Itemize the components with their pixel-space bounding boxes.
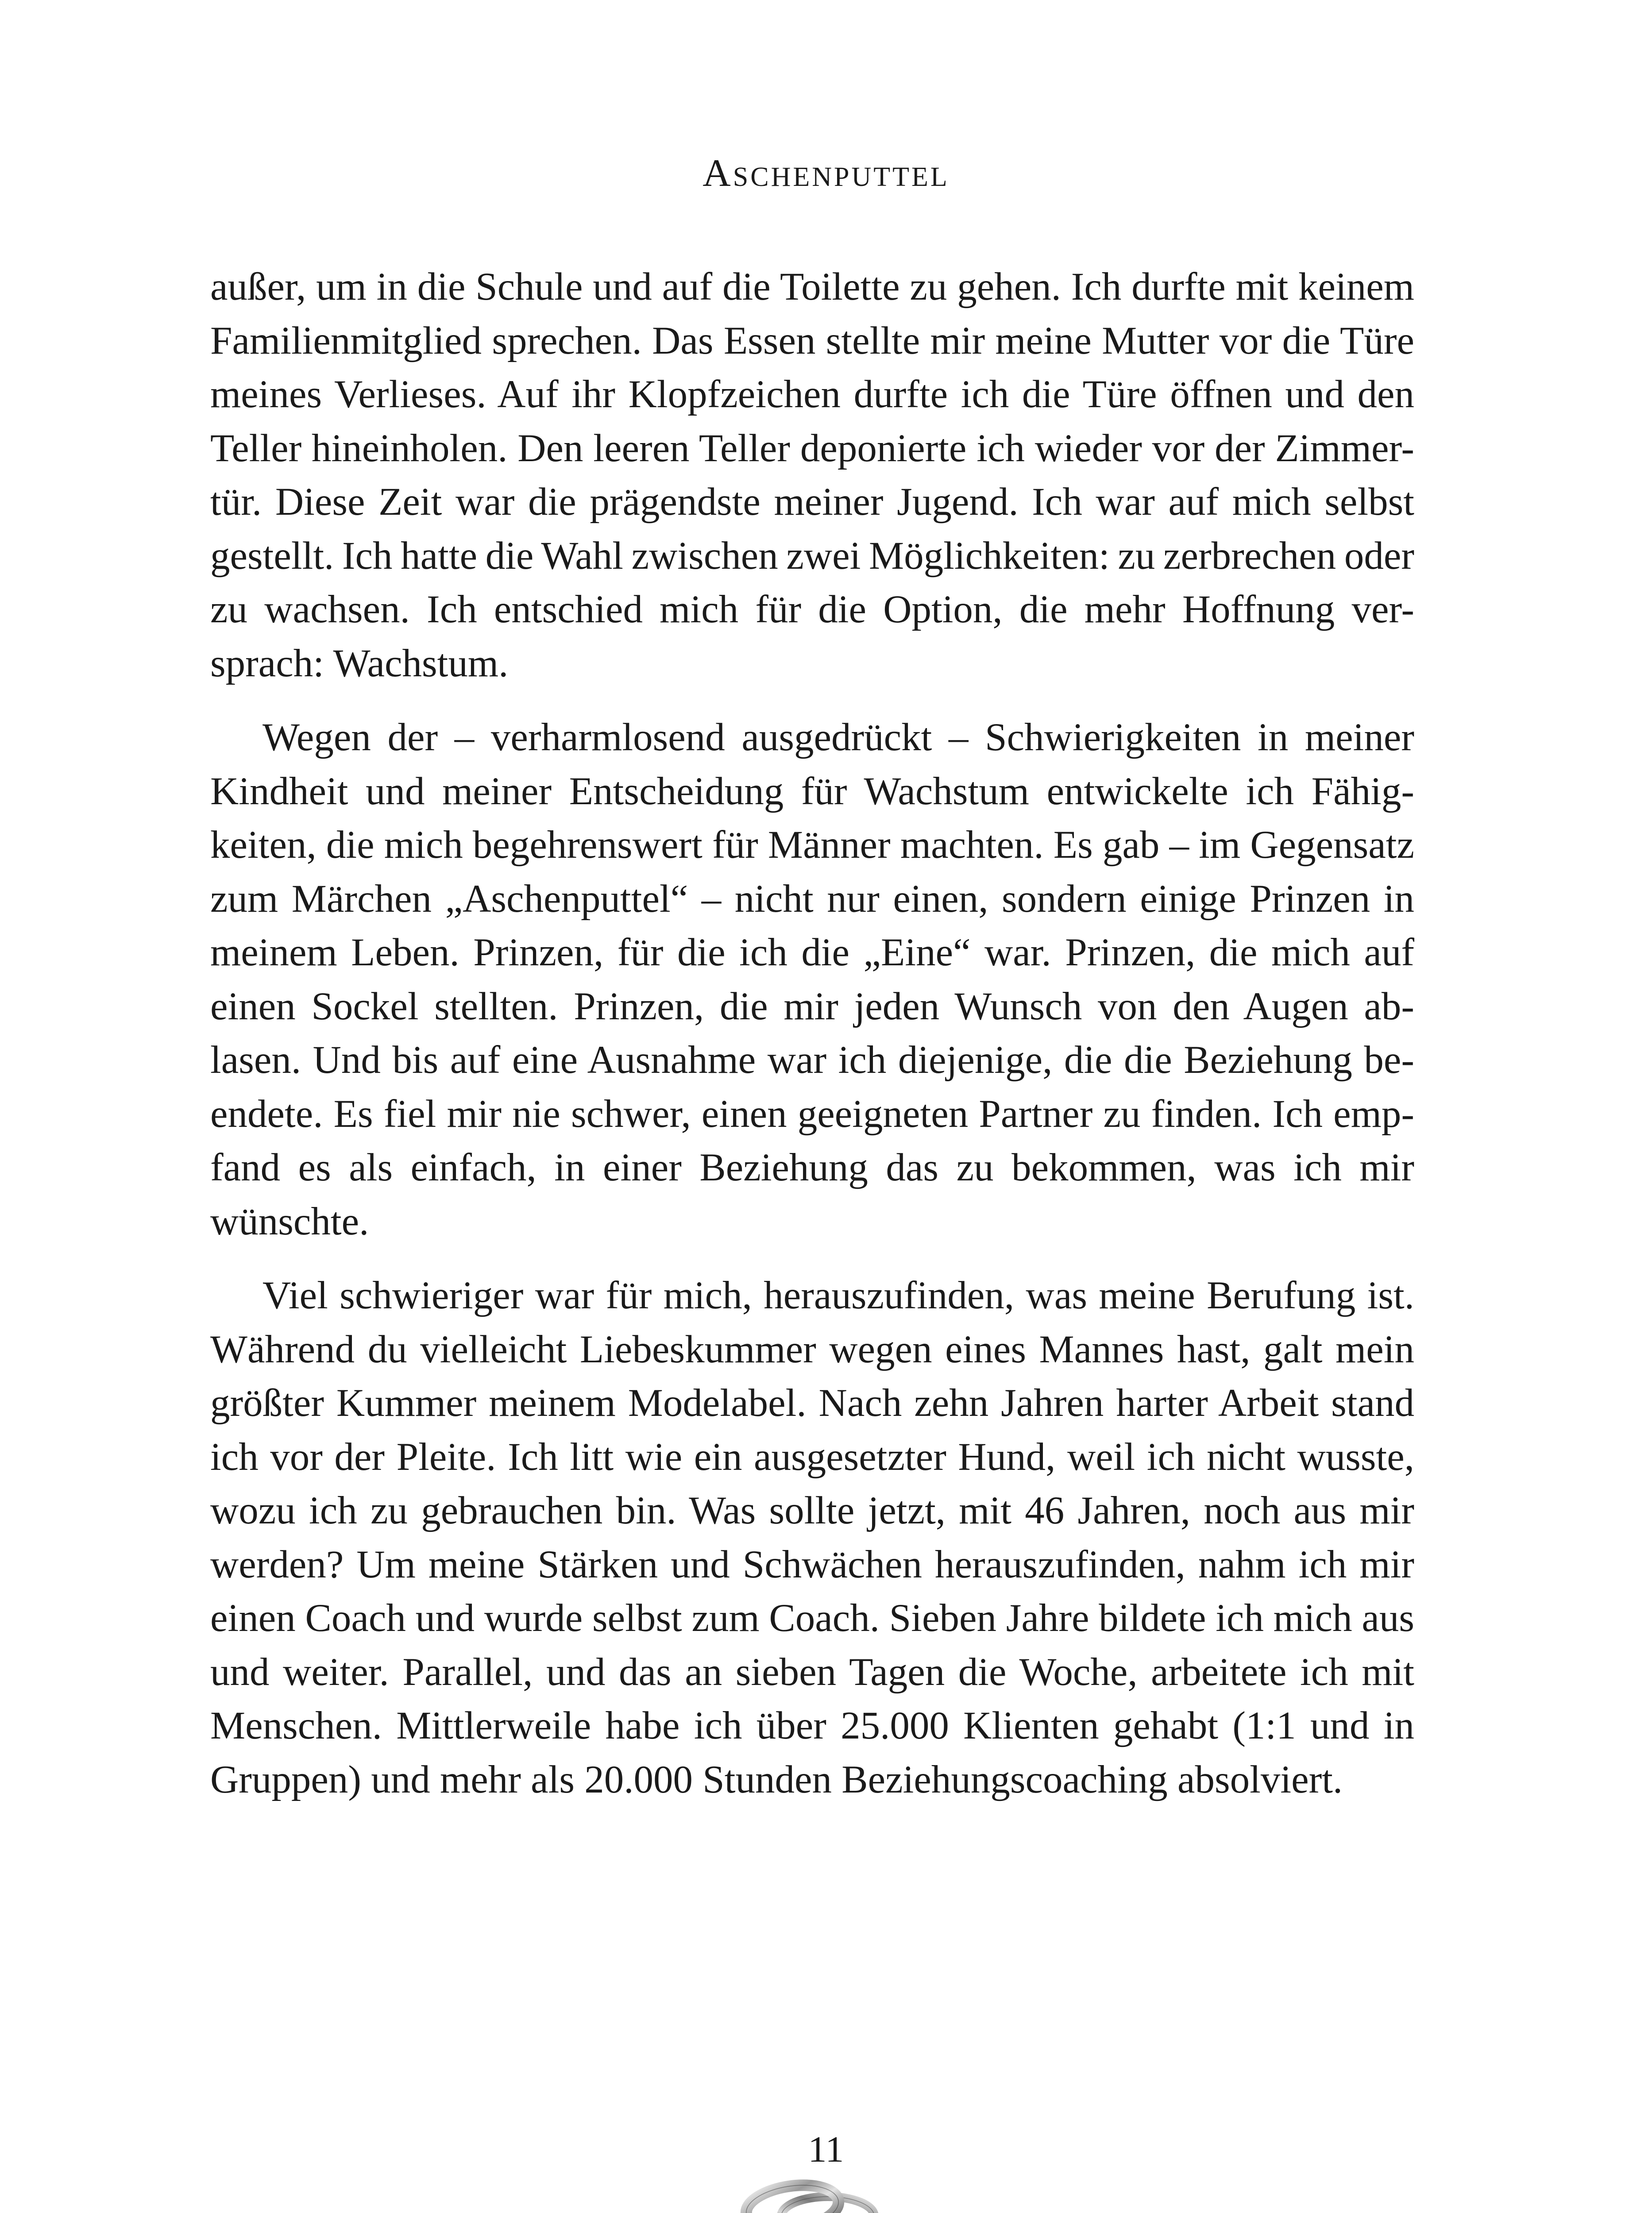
paragraph [210, 711, 1414, 1249]
text-line: größter Kummer meinem Modelabel. Nach zehn Jahren harter Arbeit stand [210, 1381, 1414, 1425]
text-line: tür. Diese Zeit war die prägendste meiner Jugend. Ich war auf mich selbst [210, 480, 1414, 524]
text-line: Menschen. Mittlerweile habe ich über 25.000 Klienten gehabt (1:1 und in [210, 1704, 1414, 1747]
text-line: Während du vielleicht Liebeskummer wegen eines Mannes hast, galt mein [210, 1327, 1414, 1371]
text-line: sprach: Wachstum. [210, 641, 509, 685]
text-line: Teller hineinholen. Den leeren Teller deponierte ich wieder vor der Zimmer- [210, 426, 1414, 470]
text-line: Viel schwieriger war für mich, herauszufinden, was meine Berufung ist. [262, 1274, 1414, 1317]
text-line: einen Sockel stellten. Prinzen, die mir jeden Wunsch von den Augen ab- [210, 984, 1414, 1028]
text-line: endete. Es fiel mir nie schwer, einen geeigneten Partner zu finden. Ich emp- [210, 1092, 1414, 1136]
text-line: ich vor der Pleite. Ich litt wie ein ausgesetzter Hund, weil ich nicht wusste, [210, 1435, 1414, 1479]
text-line: gestellt. Ich hatte die Wahl zwischen zwei Möglichkeiten: zu zerbrechen oder [210, 534, 1414, 578]
text-line: zu wachsen. Ich entschied mich für die Option, die mehr Hoffnung ver- [210, 588, 1414, 631]
text-line: lasen. Und bis auf eine Ausnahme war ich diejenige, die die Beziehung be- [210, 1038, 1414, 1082]
body-text [210, 260, 1414, 1807]
text-line: meines Verlieses. Auf ihr Klopfzeichen durfte ich die Türe öffnen und den [210, 373, 1414, 416]
text-line: zum Märchen „Aschenputtel“ – nicht nur einen, sondern einige Prinzen in [210, 877, 1414, 921]
page-number: 11 [808, 2129, 844, 2170]
text-line: Kindheit und meiner Entscheidung für Wachstum entwickelte ich Fähig- [210, 769, 1414, 813]
text-line: Gruppen) und mehr als 20.000 Stunden Beziehungscoaching absolviert. [210, 1758, 1343, 1801]
text-line: keiten, die mich begehrenswert für Männer machten. Es gab – im Gegensatz [210, 823, 1414, 867]
text-line: Familienmitglied sprechen. Das Essen stellte mir meine Mutter vor die Türe [210, 319, 1414, 362]
paragraph [210, 1269, 1414, 1807]
text-line: fand es als einfach, in einer Beziehung das zu bekommen, was ich mir [210, 1146, 1414, 1189]
text-line: und weiter. Parallel, und das an sieben Tagen die Woche, arbeitete ich mit [210, 1650, 1414, 1694]
text-line: außer, um in die Schule und auf die Toilette zu gehen. Ich durfte mit keinem [210, 265, 1414, 308]
running-head: Aschenputtel [702, 152, 950, 195]
text-line: meinem Leben. Prinzen, für die ich die „Eine“ war. Prinzen, die mich auf [210, 931, 1414, 974]
text-line: wünschte. [210, 1199, 369, 1243]
text-line: werden? Um meine Stärken und Schwächen herauszufinden, nahm ich mir [210, 1542, 1414, 1586]
wedding-rings-icon [735, 2175, 885, 2213]
text-line: wozu ich zu gebrauchen bin. Was sollte jetzt, mit 46 Jahren, noch aus mir [210, 1489, 1414, 1532]
text-line: Wegen der – verharmlosend ausgedrückt – Schwierigkeiten in meiner [262, 716, 1414, 759]
text-line: einen Coach und wurde selbst zum Coach. Sieben Jahre bildete ich mich aus [210, 1596, 1414, 1640]
paragraph [210, 260, 1414, 690]
